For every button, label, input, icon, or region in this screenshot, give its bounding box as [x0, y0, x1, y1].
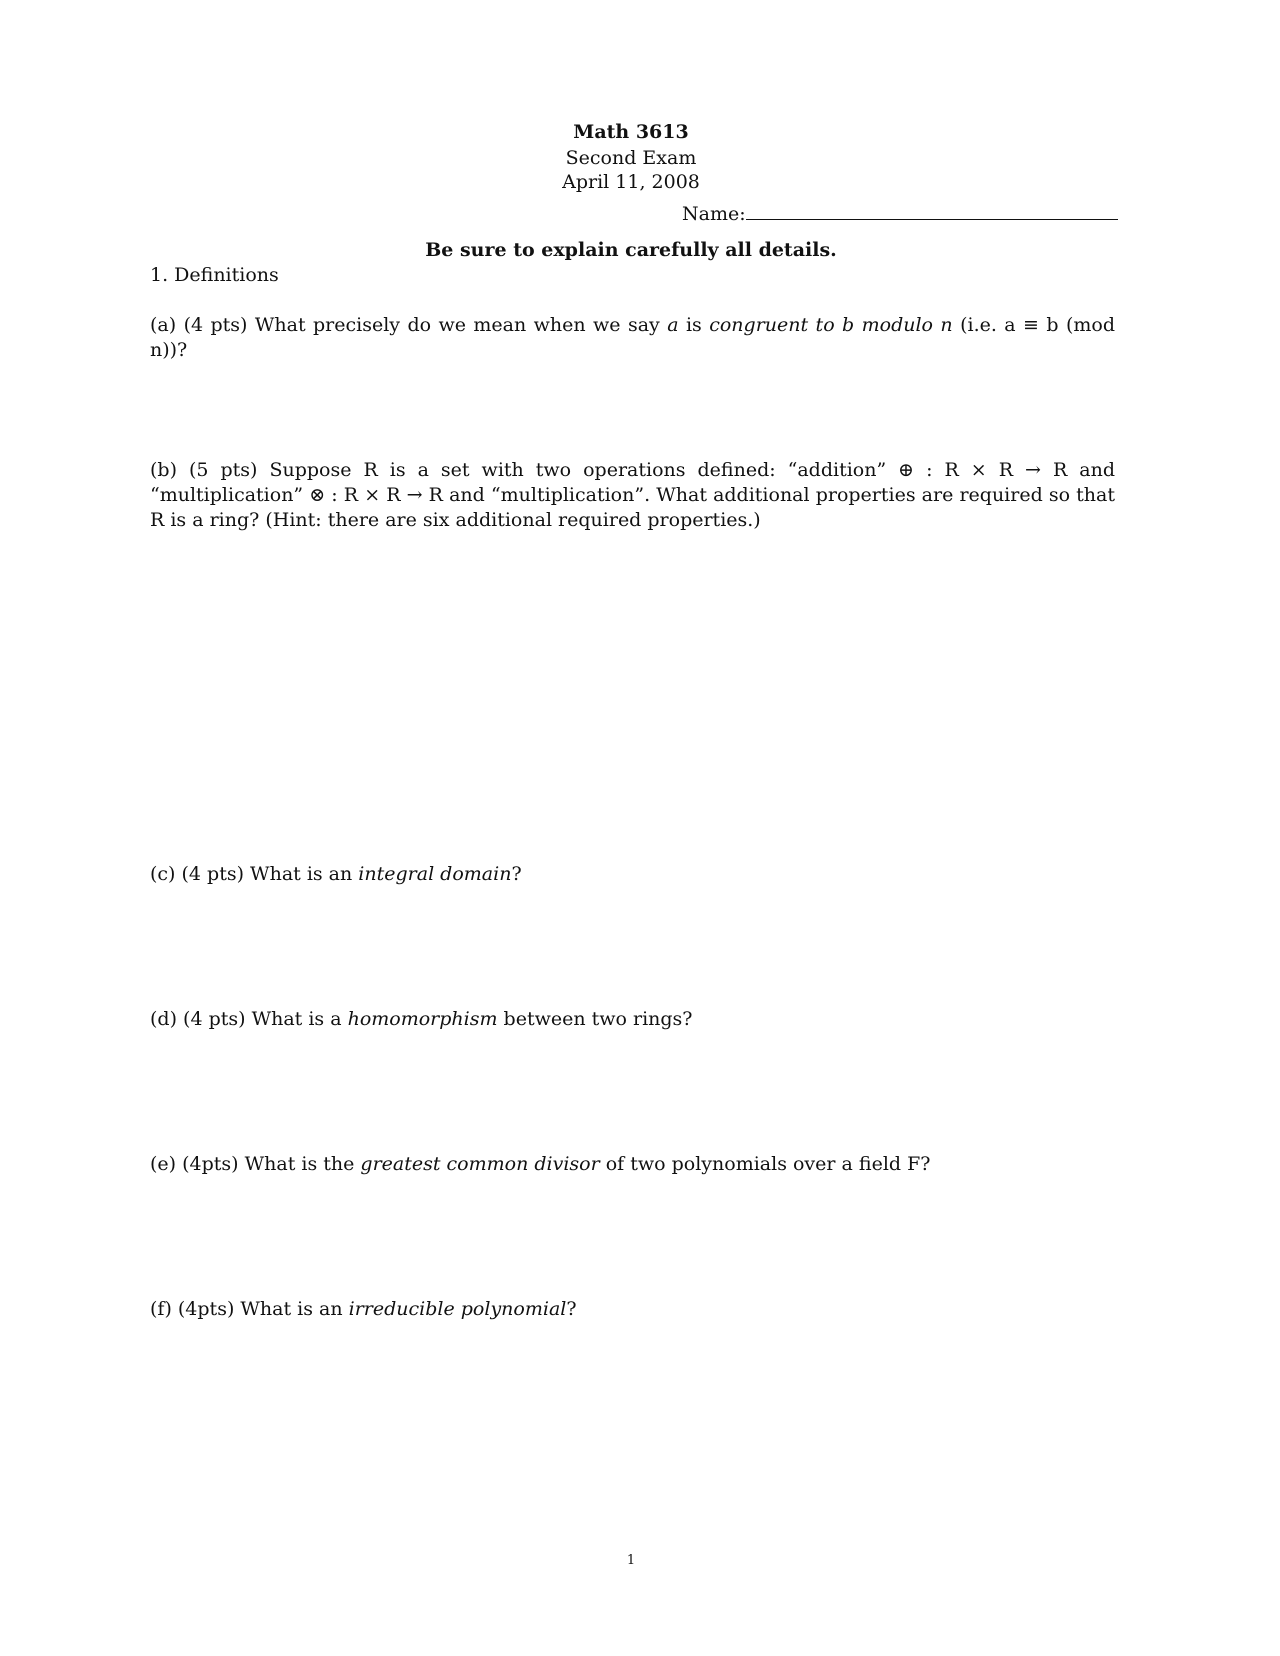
question-a-text: (a) (4 pts) What precisely do we mean when we say — [150, 314, 668, 336]
question-f-text: (f) (4pts) What is an — [150, 1298, 349, 1320]
question-e — [150, 1152, 1115, 1177]
question-a-term: congruent to b modulo n — [709, 314, 953, 336]
name-field[interactable] — [682, 201, 1118, 225]
question-f-post: ? — [566, 1298, 577, 1320]
question-f — [150, 1297, 1115, 1322]
question-f-term: irreducible polynomial — [348, 1298, 567, 1320]
question-c-text: (c) (4 pts) What is an — [150, 863, 359, 885]
question-d — [150, 1007, 1115, 1032]
exam-title: Second Exam — [565, 147, 697, 169]
question-e-term: greatest common divisor — [360, 1153, 600, 1175]
name-blank-line[interactable] — [746, 201, 1118, 220]
var-a: a — [667, 314, 679, 336]
course-title: Math 3613 — [573, 121, 689, 143]
instruction: Be sure to explain carefully all details. — [425, 239, 837, 261]
page-number: 1 — [626, 1553, 636, 1568]
section-heading: 1. Definitions — [150, 264, 279, 286]
question-e-post: of two polynomials over a field F? — [599, 1153, 931, 1175]
question-d-text: (d) (4 pts) What is a — [150, 1008, 348, 1030]
question-a-post: (i.e. a ≡ b (mod n))? — [150, 314, 1116, 361]
question-d-post: between two rings? — [497, 1008, 693, 1030]
question-c — [150, 862, 1115, 887]
question-a — [150, 313, 1115, 363]
question-d-term: homomorphism — [347, 1008, 498, 1030]
name-label: Name: — [682, 203, 746, 225]
question-b: (b) (5 pts) Suppose R is a set with two operations defined: “addition” ⊕ : R × R → R and “multiplication” ⊗ : R × R → R and “multiplication”. What additional properties are required so that R is a ring? (Hint: there are six additional required properties.) — [150, 459, 1115, 531]
question-c-post: ? — [511, 863, 522, 885]
question-e-text: (e) (4pts) What is the — [150, 1153, 361, 1175]
question-a-mid: is — [678, 314, 710, 336]
exam-date: April 11, 2008 — [562, 171, 700, 193]
question-c-term: integral domain — [358, 863, 512, 885]
